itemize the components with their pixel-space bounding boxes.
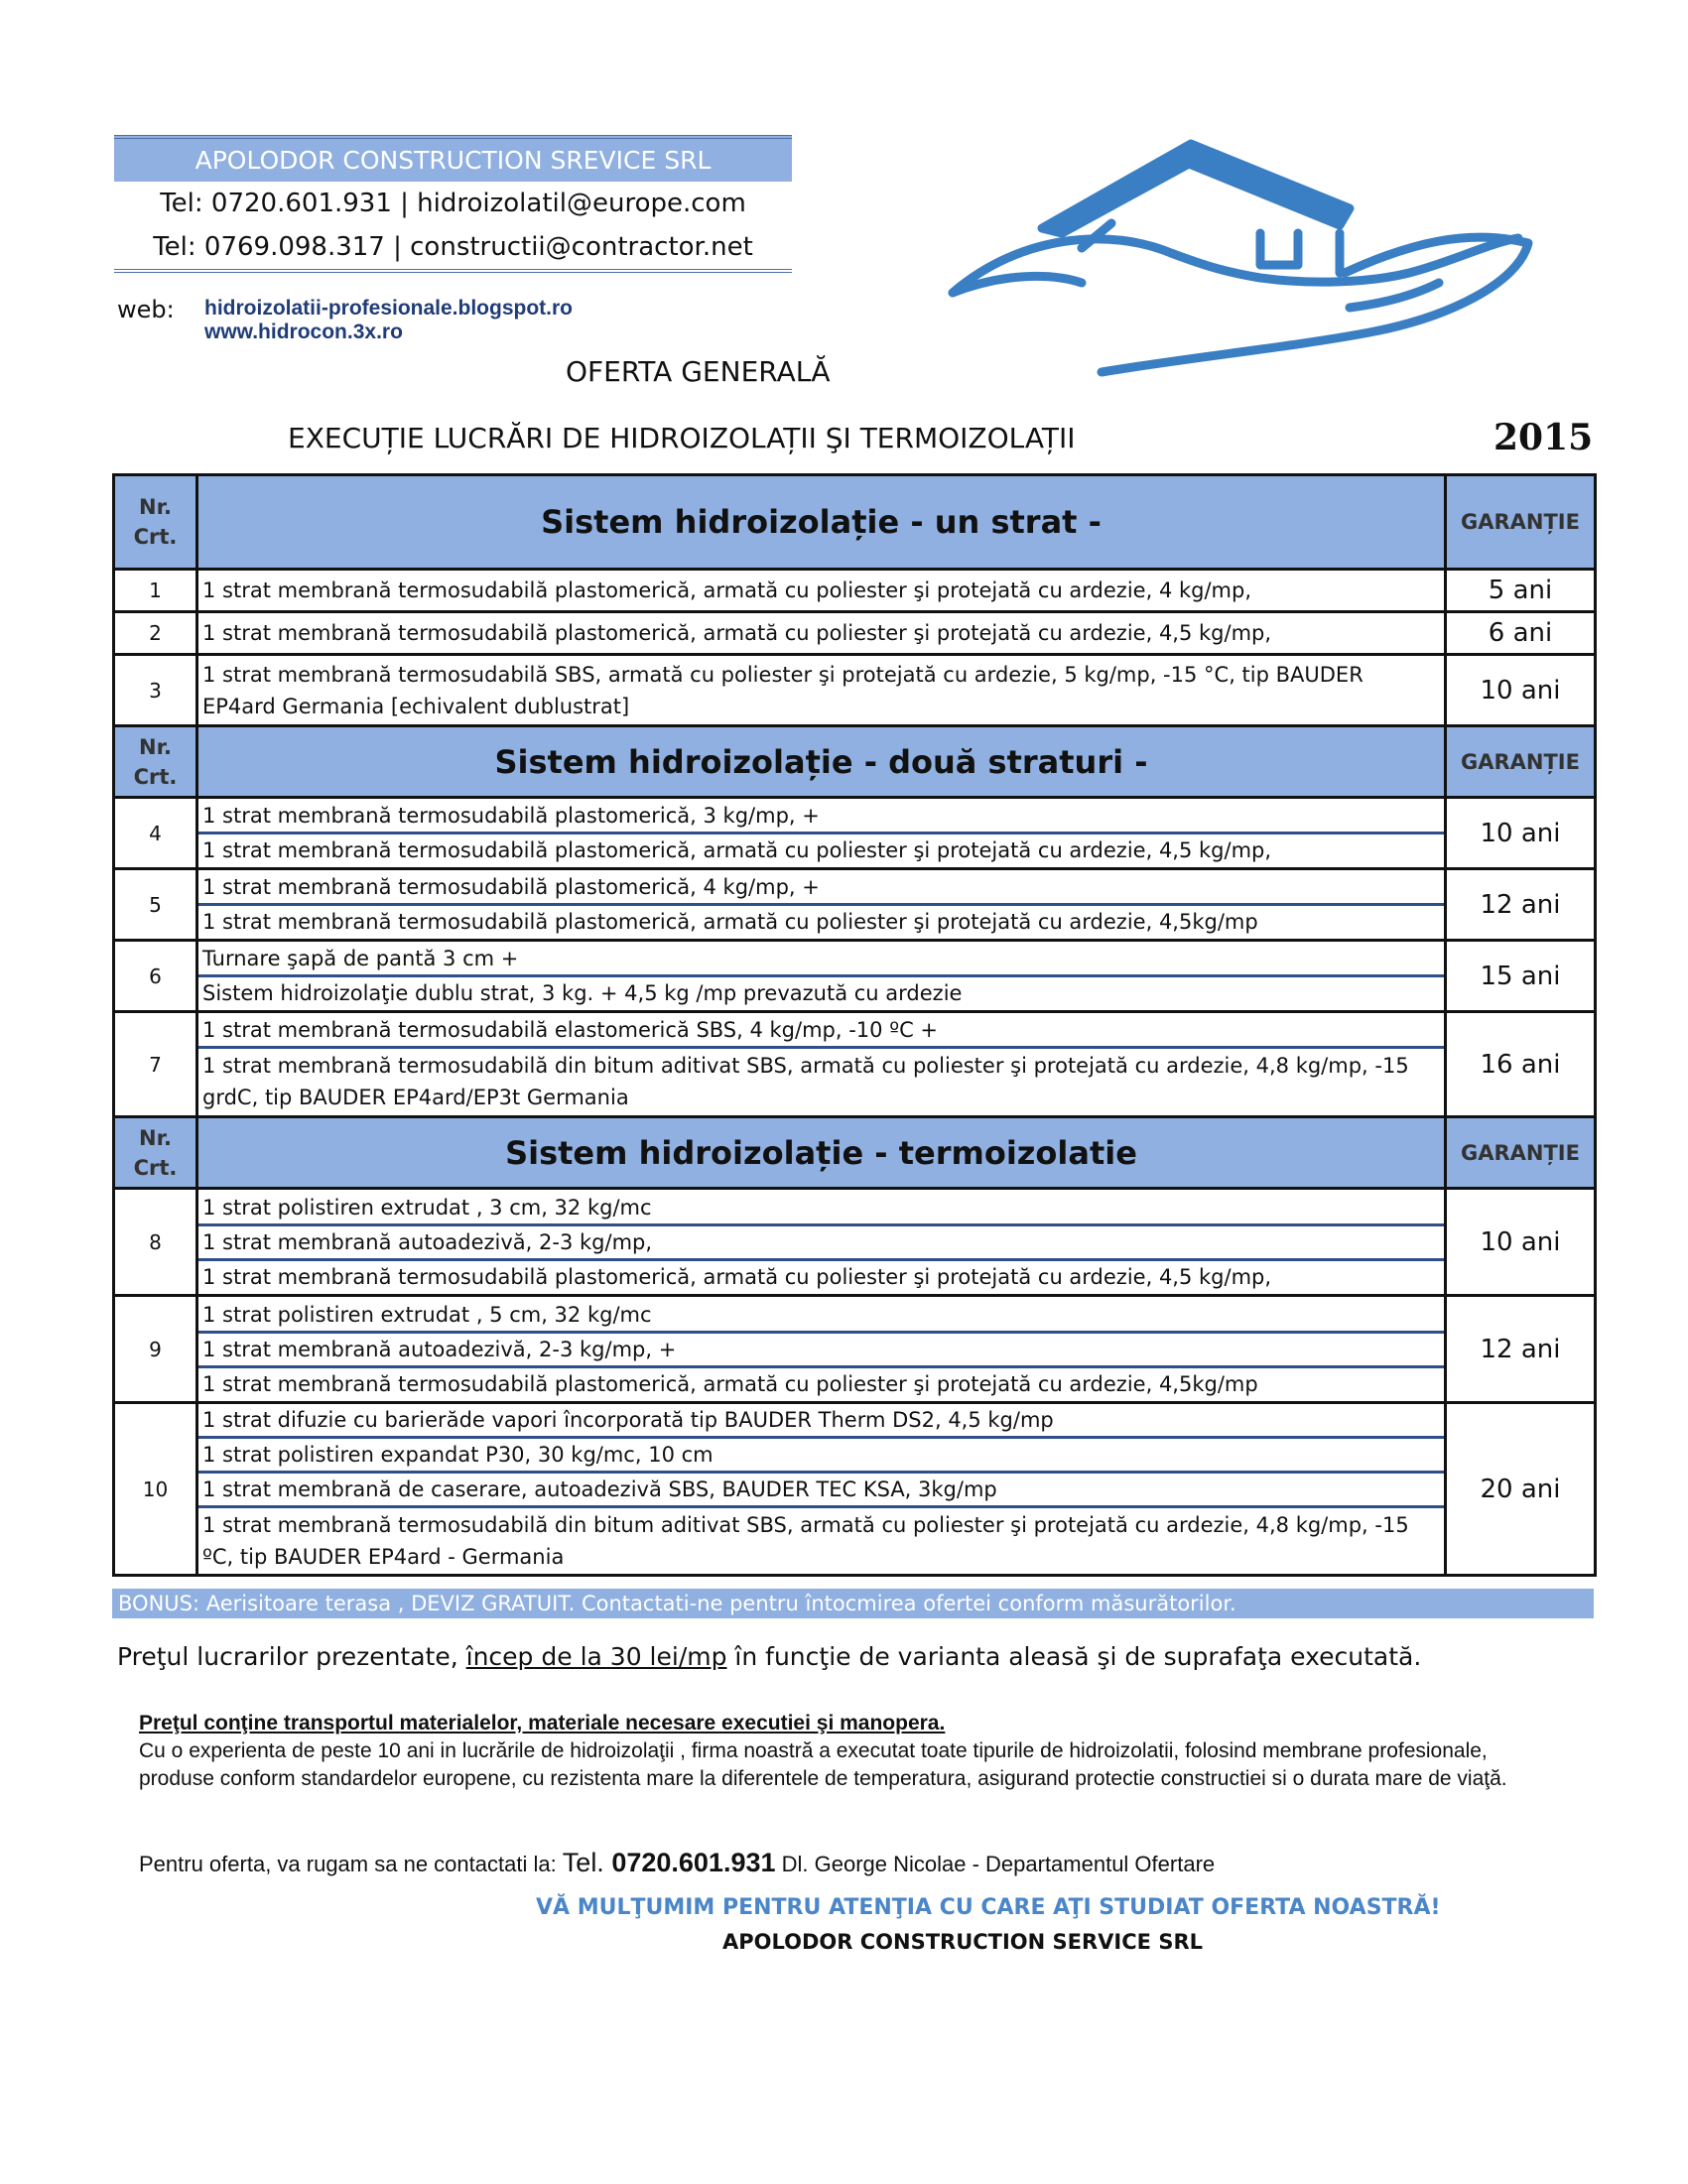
garantie-header: GARANȚIE <box>1446 475 1596 570</box>
row-number: 7 <box>114 1012 197 1117</box>
table-row <box>114 612 1596 655</box>
row-line: 1 strat membrană termosudabilă plastomerică, 4 kg/mp, + <box>198 871 1444 906</box>
row-description <box>197 1403 1446 1576</box>
row-line: 1 strat membrană termosudabilă elastomerică SBS, 4 kg/mp, -10 ºC + <box>198 1014 1444 1049</box>
row-description <box>197 941 1446 1012</box>
row-garantie: 15 ani <box>1446 941 1596 1012</box>
experience-paragraph: Cu o experienta de peste 10 ani in lucrările de hidroizolaţii , firma noastră a executat toate tipurile de hidroizolatii, folosind membrane profesionale, produse conform standardelor europene, cu rezistenta mare la diferentele de temperatura, asigurand protectie constructiei si o durata mare de viaţă. <box>139 1739 1507 1790</box>
row-description <box>197 612 1446 655</box>
row-garantie: 12 ani <box>1446 1296 1596 1403</box>
garantie-header: GARANȚIE <box>1446 726 1596 798</box>
section-title: Sistem hidroizolație - un strat - <box>197 475 1446 570</box>
nr-crt-header: Nr. Crt. <box>114 475 197 570</box>
row-description <box>197 570 1446 612</box>
price-contains: Preţul conţine transportul materialelor, materiale necesare executiei şi manopera. <box>139 1712 946 1734</box>
row-garantie: 10 ani <box>1446 798 1596 869</box>
year: 2015 <box>1493 417 1594 458</box>
price-line <box>117 1642 1421 1671</box>
row-garantie: 16 ani <box>1446 1012 1596 1117</box>
row-number: 4 <box>114 798 197 869</box>
row-line: 1 strat membrană termosudabilă plastomerică, 3 kg/mp, + <box>198 800 1444 835</box>
row-garantie: 10 ani <box>1446 655 1596 726</box>
company-header <box>114 135 792 273</box>
row-description <box>197 1012 1446 1117</box>
tel-number[interactable]: 0720.601.931 <box>611 1848 776 1877</box>
row-line: 1 strat membrană termosudabilă plastomerică, armată cu poliester şi protejată cu ardezie, 4,5 kg/mp, <box>202 1264 1272 1289</box>
offer-title: OFERTA GENERALĂ <box>566 355 831 388</box>
bonus-banner: BONUS: Aerisitoare terasa , DEVIZ GRATUIT. Contactati-ne pentru întocmirea ofertei conform măsurătorilor. <box>112 1589 1594 1618</box>
offer-table <box>112 473 1597 1577</box>
row-number: 2 <box>114 612 197 655</box>
section-header-2 <box>114 726 1596 798</box>
row-description <box>197 1296 1446 1403</box>
table-row <box>114 1296 1596 1403</box>
table-row <box>114 1403 1596 1576</box>
thank-you: VĂ MULŢUMIM PENTRU ATENŢIA CU CARE AŢI STUDIAT OFERTA NOASTRĂ! <box>536 1895 1441 1920</box>
table-row <box>114 655 1596 726</box>
table-row <box>114 798 1596 869</box>
contact-line-1: Tel: 0720.601.931 | hidroizolatil@europe.com <box>160 189 746 218</box>
row-garantie: 12 ani <box>1446 869 1596 941</box>
main-title: EXECUȚIE LUCRĂRI DE HIDROIZOLAȚII ŞI TERMOIZOLAȚII <box>288 422 1076 454</box>
row-number: 9 <box>114 1296 197 1403</box>
row-line: 1 strat membrană autoadezivă, 2-3 kg/mp, <box>198 1226 1444 1261</box>
row-line: 1 strat membrană termosudabilă plastomerică, armată cu poliester şi protejată cu ardezie, 4,5kg/mp <box>202 1371 1258 1396</box>
section-title: Sistem hidroizolație - două straturi - <box>197 726 1446 798</box>
contact-post: Dl. George Nicolae - Departamentul Ofertare <box>775 1852 1216 1876</box>
row-description <box>197 655 1446 726</box>
row-line: 1 strat polistiren extrudat , 3 cm, 32 kg/mc <box>198 1192 1444 1226</box>
company-signature: APOLODOR CONSTRUCTION SERVICE SRL <box>722 1930 1203 1954</box>
table-row <box>114 570 1596 612</box>
section-header-1 <box>114 475 1596 570</box>
row-line: 1 strat membrană termosudabilă SBS, armată cu poliester şi protejată cu ardezie, 5 kg/mp, -15 °C, tip BAUDER EP4ard Germania [echivalent dublustrat] <box>202 662 1363 718</box>
company-name: APOLODOR CONSTRUCTION SREVICE SRL <box>114 135 792 182</box>
row-garantie: 10 ani <box>1446 1189 1596 1296</box>
row-line: 1 strat membrană termosudabilă plastomerică, armată cu poliester şi protejată cu ardezie, 4,5 kg/mp, <box>202 838 1272 862</box>
row-line: 1 strat membrană termosudabilă din bitum aditivat SBS, armată cu poliester şi protejată cu ardezie, 4,8 kg/mp, -15 grdC, tip BAUDER EP4ard/EP3t Germania <box>202 1054 1409 1109</box>
web-label: web: <box>117 296 175 323</box>
contact-line-2: Tel: 0769.098.317 | constructii@contractor.net <box>114 225 792 273</box>
row-line: Turnare şapă de pantă 3 cm + <box>198 943 1444 977</box>
row-line: 1 strat membrană termosudabilă plastomerică, armată cu poliester şi protejată cu ardezie, 4,5kg/mp <box>202 910 1258 934</box>
section-header-3 <box>114 1117 1596 1189</box>
table-row <box>114 1012 1596 1117</box>
web-links <box>204 297 573 344</box>
row-number: 5 <box>114 869 197 941</box>
nr-crt-header: Nr. Crt. <box>114 1117 197 1189</box>
house-in-hand-icon <box>933 134 1548 382</box>
price-pre: Preţul lucrarilor prezentate, <box>117 1642 466 1671</box>
row-number: 1 <box>114 570 197 612</box>
row-garantie: 20 ani <box>1446 1403 1596 1576</box>
row-garantie: 5 ani <box>1446 570 1596 612</box>
web-link-blog[interactable]: hidroizolatii-profesionale.blogspot.ro <box>204 297 573 320</box>
tel-label: Tel. <box>562 1848 612 1877</box>
row-description <box>197 869 1446 941</box>
row-line: 1 strat membrană termosudabilă din bitum aditivat SBS, armată cu poliester şi protejată cu ardezie, 4,8 kg/mp, -15 ºC, tip BAUDER EP4ard - Germania <box>202 1513 1409 1569</box>
row-number: 8 <box>114 1189 197 1296</box>
table-row <box>114 1189 1596 1296</box>
web-link-site[interactable]: www.hidrocon.3x.ro <box>204 321 403 343</box>
row-number: 3 <box>114 655 197 726</box>
row-line: 1 strat membrană termosudabilă plastomerică, armată cu poliester şi protejată cu ardezie, 4 kg/mp, <box>202 578 1252 602</box>
row-line: 1 strat membrană termosudabilă plastomerică, armată cu poliester şi protejată cu ardezie, 4,5 kg/mp, <box>202 621 1272 645</box>
row-garantie: 6 ani <box>1446 612 1596 655</box>
row-number: 10 <box>114 1403 197 1576</box>
row-description <box>197 1189 1446 1296</box>
row-line: 1 strat difuzie cu barierăde vapori încorporată tip BAUDER Therm DS2, 4,5 kg/mp <box>198 1404 1444 1439</box>
section-title: Sistem hidroizolație - termoizolatie <box>197 1117 1446 1189</box>
price-highlight: încep de la 30 lei/mp <box>465 1642 727 1671</box>
row-description <box>197 798 1446 869</box>
row-number: 6 <box>114 941 197 1012</box>
contact-pre: Pentru oferta, va rugam sa ne contactati la: <box>139 1852 563 1876</box>
garantie-header: GARANȚIE <box>1446 1117 1596 1189</box>
row-line: Sistem hidroizolaţie dublu strat, 3 kg. + 4,5 kg /mp prevazută cu ardezie <box>202 981 963 1005</box>
table-row <box>114 869 1596 941</box>
row-line: 1 strat polistiren expandat P30, 30 kg/mc, 10 cm <box>198 1439 1444 1474</box>
contact-info <box>139 1848 1215 1878</box>
row-line: 1 strat membrană de caserare, autoadezivă SBS, BAUDER TEC KSA, 3kg/mp <box>198 1474 1444 1508</box>
row-line: 1 strat membrană autoadezivă, 2-3 kg/mp, + <box>198 1334 1444 1368</box>
table-row <box>114 941 1596 1012</box>
price-post: în funcţie de varianta aleasă şi de suprafaţa executată. <box>726 1642 1422 1671</box>
nr-crt-header: Nr. Crt. <box>114 726 197 798</box>
row-line: 1 strat polistiren extrudat , 5 cm, 32 kg/mc <box>198 1299 1444 1334</box>
